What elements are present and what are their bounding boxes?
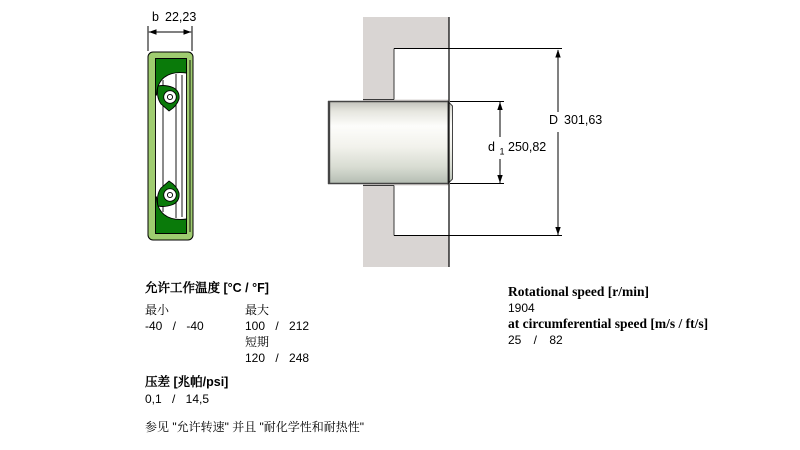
- seal-cross-section-drawing: [130, 0, 220, 260]
- b-dimension: [148, 10, 196, 51]
- garter-spring-bottom-core-icon: [167, 192, 172, 197]
- dim-d1-symbol: d: [488, 140, 495, 154]
- arrow-down-icon: [555, 227, 560, 235]
- temperature-min-label: 最小: [145, 303, 170, 317]
- temperature-header: 允许工作温度 [°C / °F]: [145, 281, 269, 295]
- temperature-max-value: 100 / 212: [245, 319, 310, 333]
- arrow-up-icon: [555, 50, 560, 58]
- temperature-short-term-label: 短期: [245, 335, 270, 349]
- shaft: [328, 101, 453, 184]
- rotational-speed-value: 1904: [508, 301, 535, 315]
- dim-D-value: 301,63: [564, 113, 603, 127]
- dim-d1-subscript: 1: [499, 146, 505, 157]
- temperature-table: [145, 303, 425, 366]
- rotational-speed-header: Rotational speed [r/min]: [508, 284, 649, 299]
- arrow-right-icon: [184, 29, 192, 34]
- arrow-left-icon: [149, 29, 157, 34]
- seal-body: [148, 52, 193, 240]
- temperature-min-value: -40 / -40: [145, 319, 204, 333]
- garter-spring-top-core-icon: [167, 94, 172, 99]
- svg-text:D 301,63: [549, 113, 602, 127]
- seal-seat-bottom: [394, 186, 450, 236]
- seal-installation-drawing: [320, 10, 620, 280]
- reference-note: 参见 "允许转速" 并且 "耐化学性和耐热性": [145, 420, 365, 434]
- temperature-max-label: 最大: [245, 303, 270, 317]
- d1-dimension: [450, 102, 546, 184]
- speed-section: [508, 284, 768, 348]
- dim-D-symbol: D: [549, 113, 559, 127]
- pressure-value: 0,1 / 14,5: [145, 392, 210, 406]
- seal-seat-top: [394, 49, 450, 100]
- arrow-down-icon: [497, 175, 502, 183]
- svg-text:b 22,23: [152, 10, 196, 24]
- temperature-section: [145, 281, 425, 435]
- pressure-header: 压差 [兆帕/psi]: [145, 375, 229, 389]
- dim-d1-value: 250,82: [508, 140, 547, 154]
- dim-b-value: 22,23: [165, 10, 197, 24]
- circumferential-speed-value: 25 / 82: [508, 333, 563, 347]
- arrow-up-icon: [497, 102, 502, 110]
- svg-text:d 1 250,82: [488, 140, 546, 158]
- temperature-short-term-value: 120 / 248: [245, 351, 310, 365]
- circumferential-speed-header: at circumferential speed [m/s / ft/s]: [508, 316, 709, 331]
- dim-b-symbol: b: [152, 10, 159, 24]
